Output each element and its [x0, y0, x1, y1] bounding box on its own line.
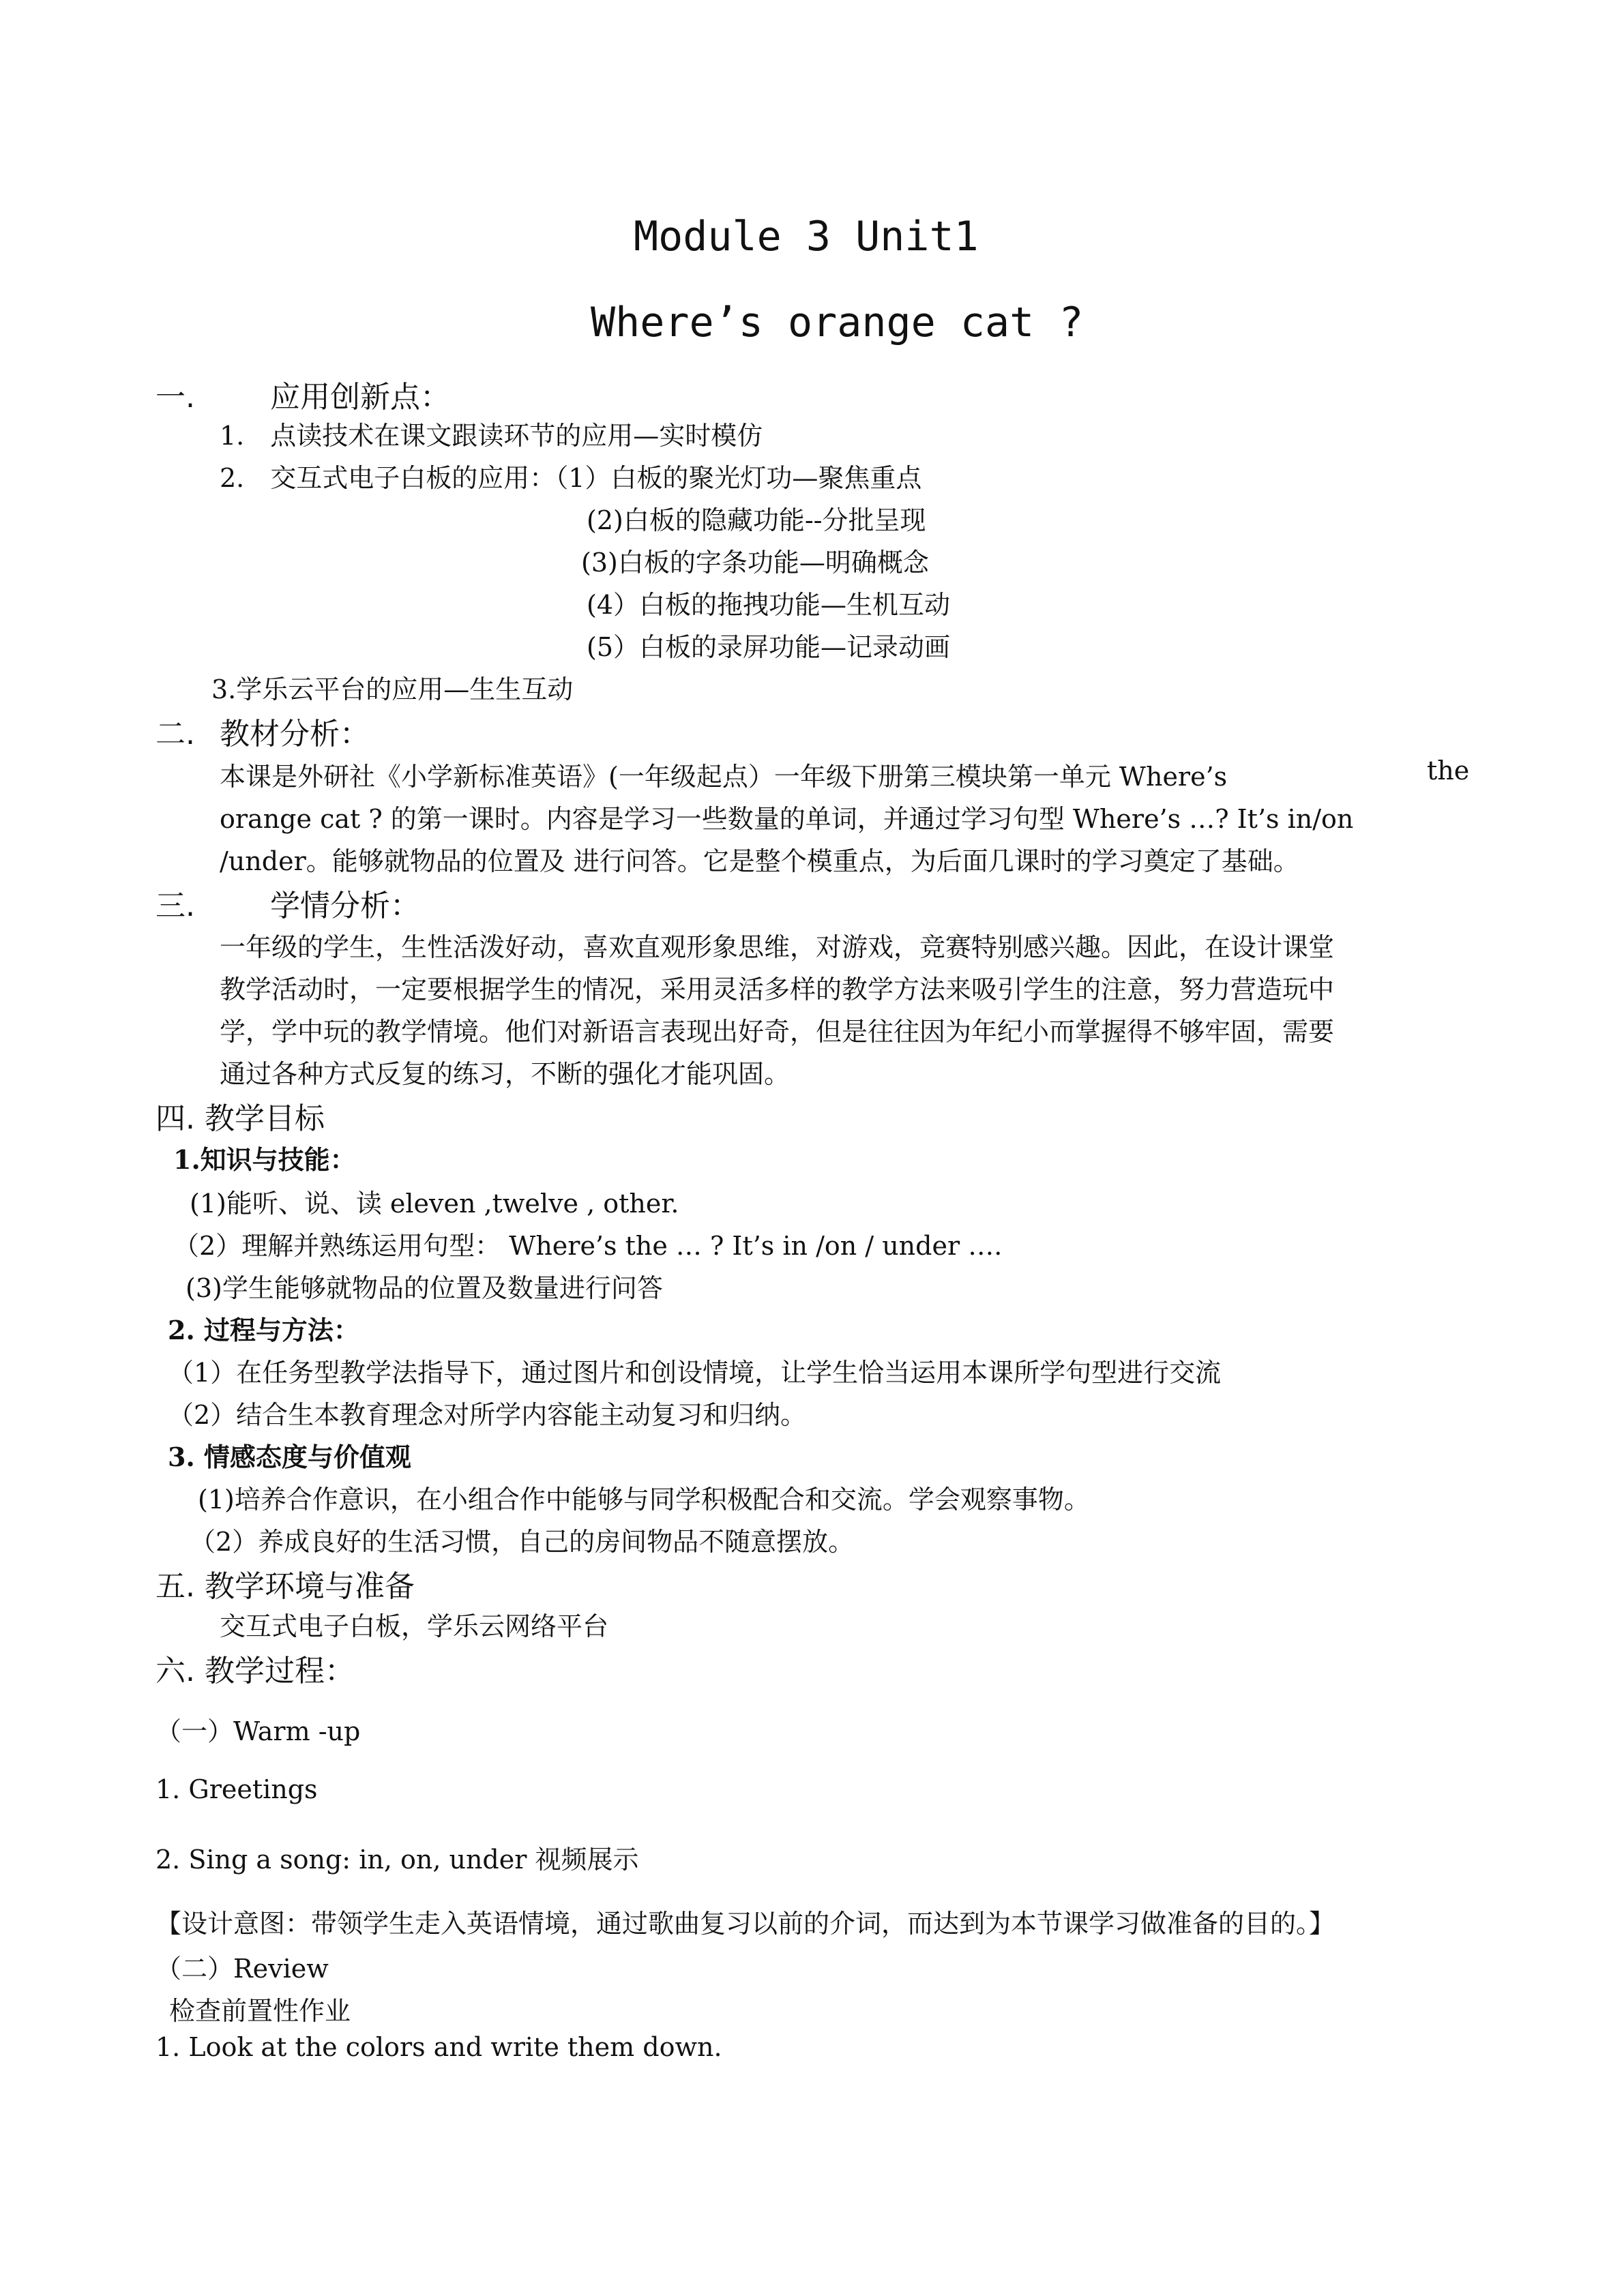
section-4-sub3-item: （2）养成良好的生活习惯，自己的房间物品不随意摆放。 — [190, 1527, 855, 1557]
doc-title-line2: Where’s orange cat ? — [591, 299, 1084, 346]
section-4-sub2-item: （2）结合生本教育理念对所学内容能主动复习和归纳。 — [168, 1400, 807, 1430]
section-3-line: 学，学中玩的教学情境。他们对新语言表现出好奇，但是往往因为年纪小而掌握得不够牢固，需要 — [220, 1017, 1335, 1047]
section-4-sub1-item: (3)学生能够就物品的位置及数量进行问答 — [186, 1273, 663, 1303]
section-6-heading: 六. 教学过程： — [156, 1654, 355, 1688]
section-4-sub1-item: （2）理解并熟练运用句型： Where’s the … ? It’s in /on / under …. — [173, 1231, 1003, 1261]
section-4-heading: 四. 教学目标 — [156, 1101, 325, 1136]
section-3-number: 三. — [156, 889, 195, 923]
section-3-line: 一年级的学生，生性活泼好动，喜欢直观形象思维，对游戏，竞赛特别感兴趣。因此，在设计课堂 — [220, 932, 1335, 962]
section-3-line: 通过各种方式反复的练习，不断的强化才能巩固。 — [220, 1059, 791, 1089]
section-6-part1-item: 2. Sing a song: in, on, under 视频展示 — [156, 1845, 639, 1875]
section-2-heading: 教材分析： — [220, 717, 370, 751]
doc-title-line1: Module 3 Unit1 — [634, 213, 979, 260]
section-6-part1: （一）Warm -up — [156, 1716, 361, 1746]
section-5-text: 交互式电子白板，学乐云网络平台 — [220, 1611, 609, 1641]
section-6-part1-item: 1. Greetings — [156, 1774, 318, 1804]
section-1-item: (5）白板的录屏功能—记录动画 — [587, 632, 951, 662]
section-6-part2: （二）Review — [156, 1954, 329, 1984]
section-3-line: 教学活动时，一定要根据学生的情况，采用灵活多样的教学方法来吸引学生的注意，努力营造玩中 — [220, 974, 1335, 1004]
section-6-part2-item: 1. Look at the colors and write them down. — [156, 2032, 722, 2062]
section-2-line: orange cat ? 的第一课时。内容是学习一些数量的单词，并通过学习句型 Where’s …? It’s in/on — [220, 804, 1354, 834]
section-5-heading: 五. 教学环境与准备 — [156, 1569, 415, 1604]
section-1-item: (3)白板的字条功能—明确概念 — [581, 548, 929, 578]
section-1-item: 2. 交互式电子白板的应用：（1）白板的聚光灯功—聚焦重点 — [220, 463, 922, 493]
section-1-item: (2)白板的隐藏功能--分批呈现 — [587, 505, 926, 535]
section-6-design-note: 【设计意图：带领学生走入英语情境，通过歌曲复习以前的介词，而达到为本节课学习做准备的目的。】 — [156, 1909, 1335, 1939]
section-4-sub3-item: (1)培养合作意识，在小组合作中能够与同学积极配合和交流。学会观察事物。 — [198, 1485, 1090, 1515]
section-3-heading: 学情分析： — [270, 889, 420, 923]
section-1-item: 1. 点读技术在课文跟读环节的应用—实时模仿 — [220, 421, 763, 451]
section-1-item: (4）白板的拖拽功能—生机互动 — [587, 590, 951, 620]
section-4-sub1-item: (1)能听、说、读 eleven ,twelve , other. — [190, 1189, 679, 1219]
section-6-part2-sub: 检查前置性作业 — [169, 1996, 351, 2026]
section-2-number: 二. — [156, 717, 195, 751]
section-2-line: /under。能够就物品的位置及 进行问答。它是整个模重点，为后面几课时的学习奠定了基础。 — [220, 846, 1299, 876]
section-2-line-end: the — [1427, 756, 1470, 786]
section-2-line: 本课是外研社《小学新标准英语》(一年级起点）一年级下册第三模块第一单元 Where’s — [220, 762, 1228, 792]
section-4-sub2-item: （1）在任务型教学法指导下，通过图片和创设情境，让学生恰当运用本课所学句型进行交流 — [168, 1358, 1222, 1388]
section-4-sub1: 1.知识与技能： — [173, 1144, 356, 1175]
section-1-heading: 应用创新点： — [270, 380, 450, 415]
section-4-sub2: 2. 过程与方法： — [168, 1315, 359, 1345]
section-1-item: 3.学乐云平台的应用—生生互动 — [211, 674, 574, 704]
section-4-sub3: 3. 情感态度与价值观 — [168, 1442, 411, 1472]
section-1-number: 一. — [156, 380, 195, 415]
